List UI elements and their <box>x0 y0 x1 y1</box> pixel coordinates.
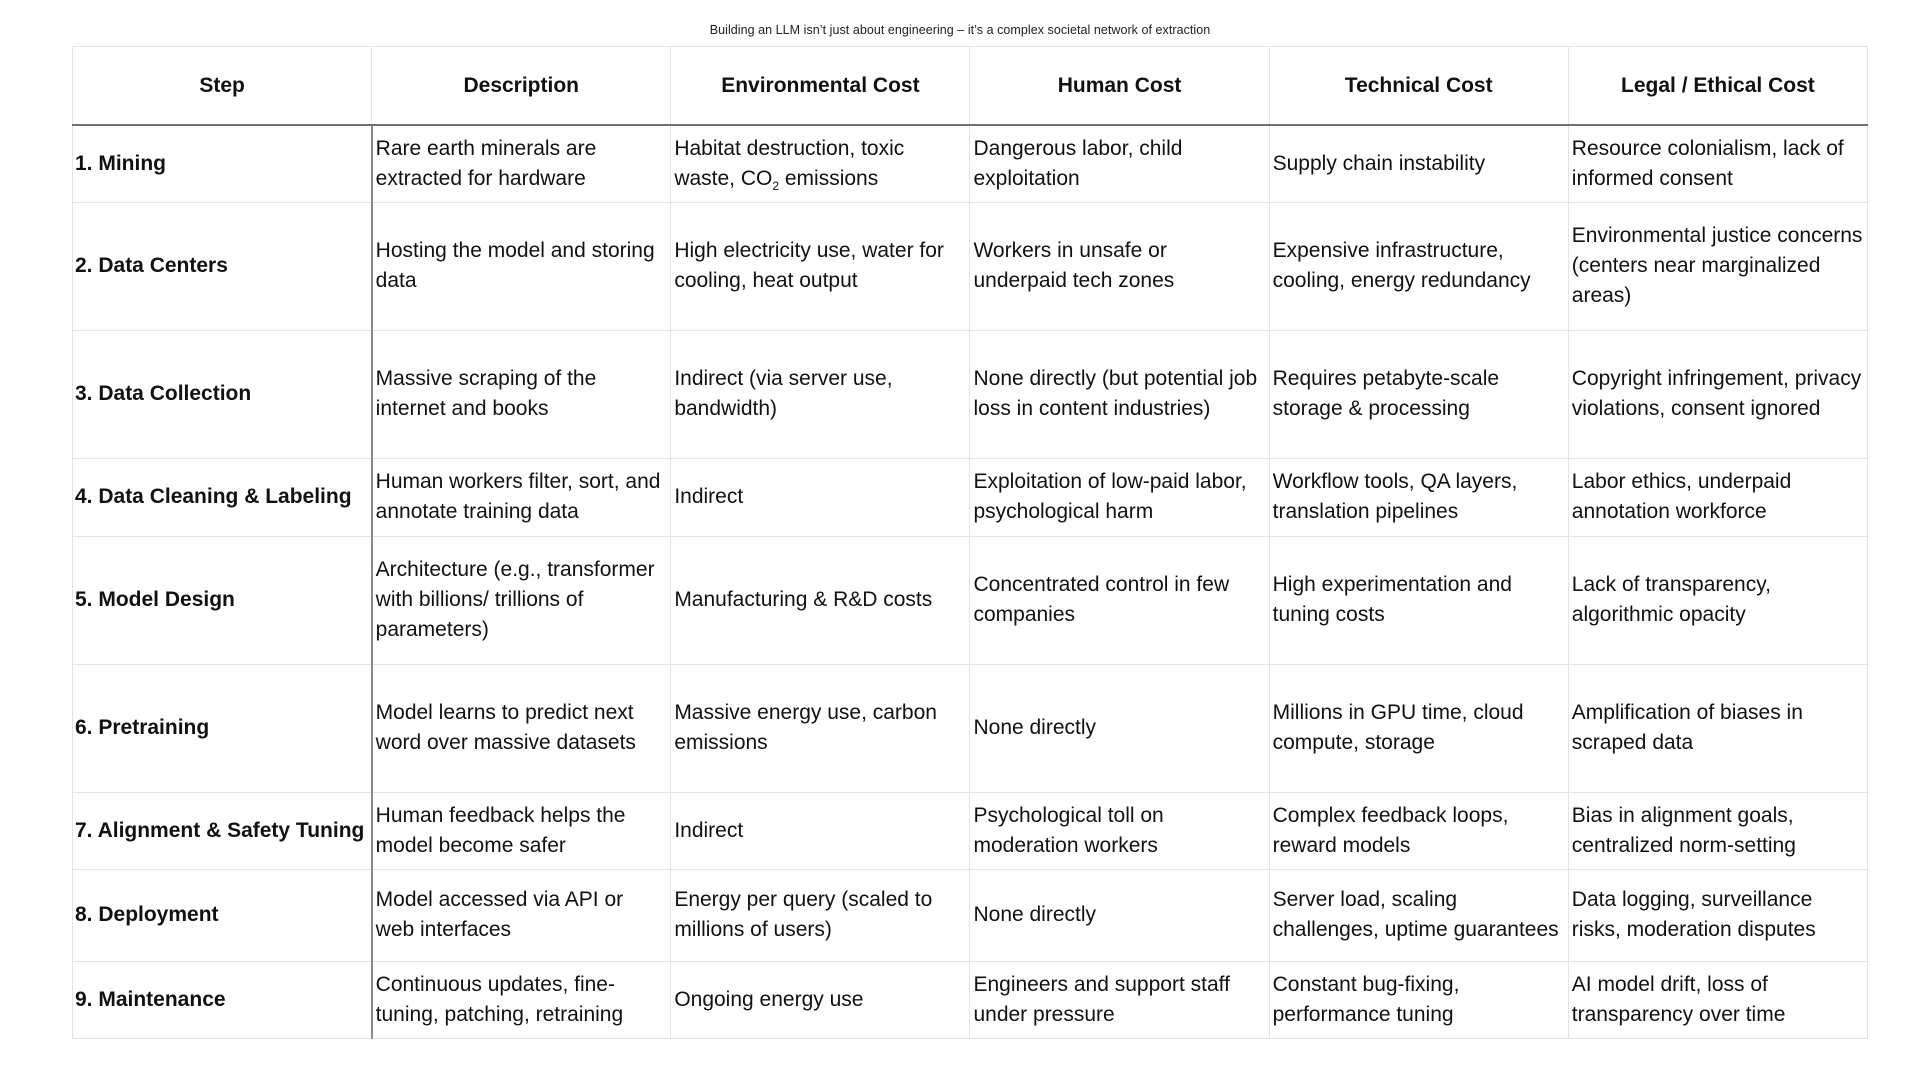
human-cost-cell: Engineers and support staff under pressure <box>970 961 1269 1038</box>
step-cell: 1. Mining <box>73 125 372 202</box>
legal-ethical-cost-cell: Copyright infringement, privacy violations, consent ignored <box>1568 330 1867 458</box>
description-cell: Model accessed via API or web interfaces <box>372 869 671 961</box>
step-cell: 8. Deployment <box>73 869 372 961</box>
environmental-cost-cell: Massive energy use, carbon emissions <box>671 664 970 792</box>
page-title: Building an LLM isn’t just about engineering – it’s a complex societal network of extraction <box>709 23 1211 37</box>
environmental-cost-cell: Indirect (via server use, bandwidth) <box>671 330 970 458</box>
table-row <box>73 664 1868 792</box>
technical-cost-cell: Server load, scaling challenges, uptime guarantees <box>1269 869 1568 961</box>
step-cell: 5. Model Design <box>73 536 372 664</box>
description-cell: Model learns to predict next word over massive datasets <box>372 664 671 792</box>
environmental-cost-cell: Indirect <box>671 458 970 536</box>
description-cell: Hosting the model and storing data <box>372 202 671 330</box>
table-row <box>73 458 1868 536</box>
table-row <box>73 125 1868 202</box>
description-cell: Human workers filter, sort, and annotate training data <box>372 458 671 536</box>
legal-ethical-cost-cell: Bias in alignment goals, centralized norm-setting <box>1568 792 1867 869</box>
legal-ethical-cost-cell: Amplification of biases in scraped data <box>1568 664 1867 792</box>
environmental-cost-cell: Manufacturing & R&D costs <box>671 536 970 664</box>
table-header <box>73 47 1868 126</box>
human-cost-cell: Psychological toll on moderation workers <box>970 792 1269 869</box>
table-row <box>73 869 1868 961</box>
human-cost-cell: Concentrated control in few companies <box>970 536 1269 664</box>
legal-ethical-cost-cell: AI model drift, loss of transparency over time <box>1568 961 1867 1038</box>
human-cost-cell: Workers in unsafe or underpaid tech zones <box>970 202 1269 330</box>
description-cell: Continuous updates, fine-tuning, patching, retraining <box>372 961 671 1038</box>
subscript-2: 2 <box>772 178 780 193</box>
human-cost-cell: None directly <box>970 869 1269 961</box>
header-step: Step <box>73 47 372 126</box>
human-cost-cell: Exploitation of low-paid labor, psychological harm <box>970 458 1269 536</box>
header-environmental-cost: Environmental Cost <box>671 47 970 126</box>
table-body <box>73 125 1868 1038</box>
header-row <box>73 47 1868 126</box>
table-row <box>73 536 1868 664</box>
step-cell: 6. Pretraining <box>73 664 372 792</box>
description-cell: Massive scraping of the internet and books <box>372 330 671 458</box>
description-cell: Architecture (e.g., transformer with billions/ trillions of parameters) <box>372 536 671 664</box>
table-row <box>73 792 1868 869</box>
legal-ethical-cost-cell: Resource colonialism, lack of informed consent <box>1568 125 1867 202</box>
technical-cost-cell: Workflow tools, QA layers, translation pipelines <box>1269 458 1568 536</box>
human-cost-cell: None directly (but potential job loss in content industries) <box>970 330 1269 458</box>
legal-ethical-cost-cell: Environmental justice concerns (centers near marginalized areas) <box>1568 202 1867 330</box>
llm-cost-table <box>72 46 1868 1039</box>
environmental-cost-cell: Energy per query (scaled to millions of users) <box>671 869 970 961</box>
table-row <box>73 961 1868 1038</box>
table-row <box>73 330 1868 458</box>
description-cell: Human feedback helps the model become safer <box>372 792 671 869</box>
human-cost-cell: Dangerous labor, child exploitation <box>970 125 1269 202</box>
technical-cost-cell: High experimentation and tuning costs <box>1269 536 1568 664</box>
header-legal-ethical-cost: Legal / Ethical Cost <box>1568 47 1867 126</box>
technical-cost-cell: Expensive infrastructure, cooling, energy redundancy <box>1269 202 1568 330</box>
technical-cost-cell: Complex feedback loops, reward models <box>1269 792 1568 869</box>
technical-cost-cell: Requires petabyte-scale storage & processing <box>1269 330 1568 458</box>
header-description: Description <box>372 47 671 126</box>
environmental-text-end: emissions <box>779 166 879 190</box>
step-cell: 3. Data Collection <box>73 330 372 458</box>
step-cell: 9. Maintenance <box>73 961 372 1038</box>
technical-cost-cell: Constant bug-fixing, performance tuning <box>1269 961 1568 1038</box>
human-cost-cell: None directly <box>970 664 1269 792</box>
legal-ethical-cost-cell: Labor ethics, underpaid annotation workforce <box>1568 458 1867 536</box>
environmental-cost-cell: High electricity use, water for cooling, heat output <box>671 202 970 330</box>
environmental-cost-cell: Indirect <box>671 792 970 869</box>
header-human-cost: Human Cost <box>970 47 1269 126</box>
step-cell: 2. Data Centers <box>73 202 372 330</box>
step-cell: 7. Alignment & Safety Tuning <box>73 792 372 869</box>
table-row <box>73 202 1868 330</box>
environmental-cost-cell: Ongoing energy use <box>671 961 970 1038</box>
legal-ethical-cost-cell: Lack of transparency, algorithmic opacity <box>1568 536 1867 664</box>
legal-ethical-cost-cell: Data logging, surveillance risks, moderation disputes <box>1568 869 1867 961</box>
technical-cost-cell: Supply chain instability <box>1269 125 1568 202</box>
environmental-cost-cell <box>671 125 970 202</box>
technical-cost-cell: Millions in GPU time, cloud compute, storage <box>1269 664 1568 792</box>
description-cell: Rare earth minerals are extracted for hardware <box>372 125 671 202</box>
step-cell: 4. Data Cleaning & Labeling <box>73 458 372 536</box>
header-technical-cost: Technical Cost <box>1269 47 1568 126</box>
environmental-text: Habitat destruction, toxic waste, CO <box>674 136 905 190</box>
